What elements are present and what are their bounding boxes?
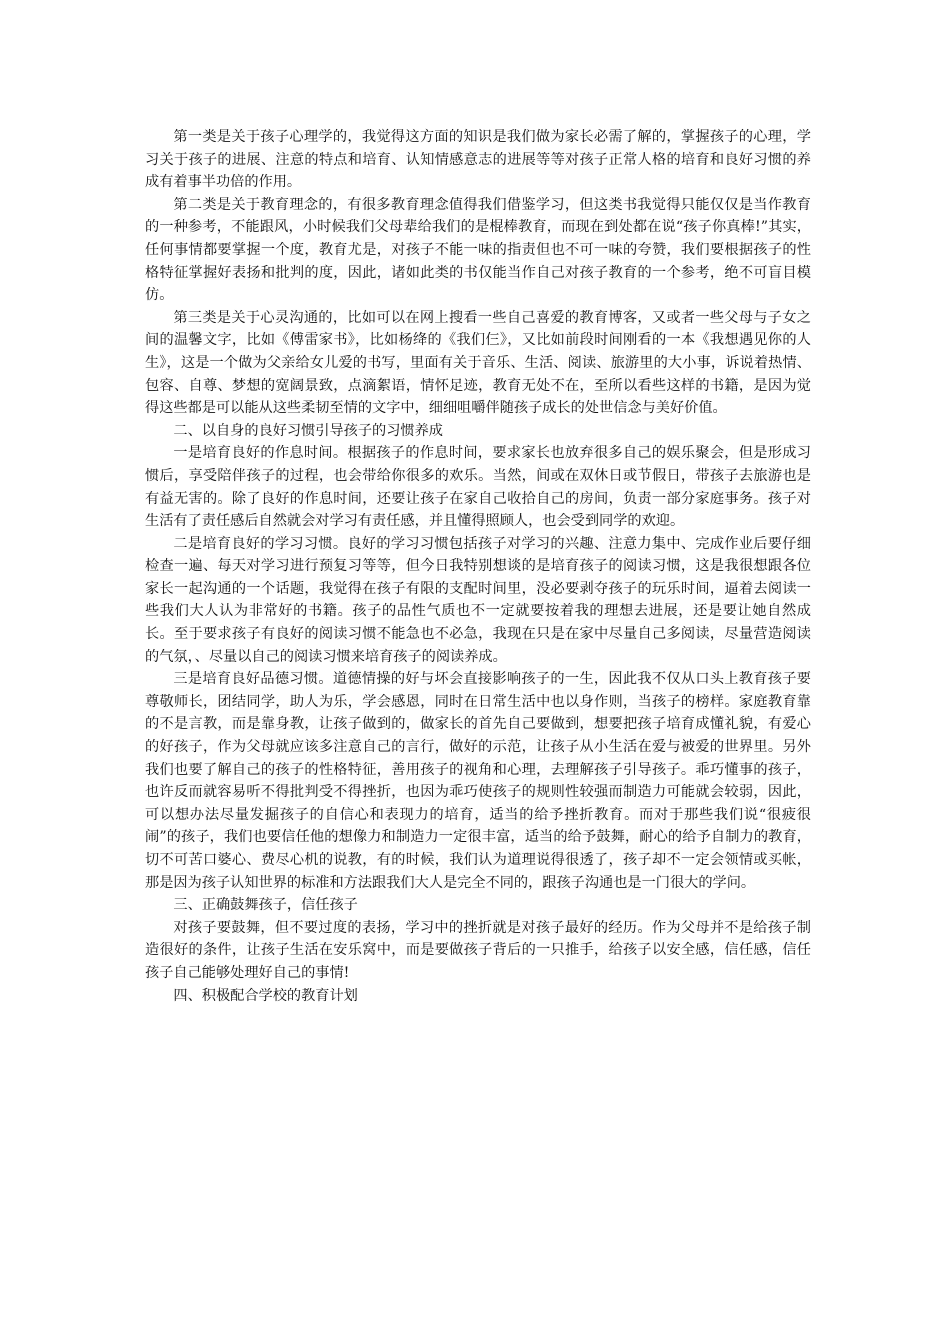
paragraph-schedule-habits: 一是培育良好的作息时间。根据孩子的作息时间，要求家长也放弃很多自己的娱乐聚会，但是形成习惯后，享受陪伴孩子的过程，也会带给你很多的欢乐。当然，间或在双休日或节假日，带孩子去旅游也是有益无害的。除了良好的作息时间，还要让孩子在家自己收拾自己的房间，负责一部分家庭事务。孩子对生活有了责任感后自然就会对学习有责任感，并且懂得照顾人，也会受到同学的欢迎。 — [145, 445, 811, 530]
paragraph-encouragement: 对孩子要鼓舞，但不要过度的表扬，学习中的挫折就是对孩子最好的经历。作为父母并不是给孩子制造很好的条件，让孩子生活在安乐窝中，而是要做孩子背后的一只推手，给孩子以安全感，信任感，信任孩子自己能够处理好自己的事情! — [145, 919, 811, 981]
section-heading-school-cooperation: 四、积极配合学校的教育计划 — [173, 987, 358, 1004]
section-heading-encouragement: 三、正确鼓舞孩子，信任孩子 — [173, 897, 358, 914]
paragraph-study-habits: 二是培育良好的学习习惯。良好的学习习惯包括孩子对学习的兴趣、注意力集中、完成作业后要仔细检查一遍、每天对学习进行预复习等等，但今日我特别想谈的是培育孩子的阅读习惯，这是我很想跟各位家长一起沟通的一个话题，我觉得在孩子有限的支配时间里，没必要剥夺孩子的玩乐时间，逼着去阅读一些我们大人认为非常好的书籍。孩子的品性气质也不一定就要按着我的理想去进展，还是要让她自然成长。至于要求孩子有良好的阅读习惯不能急也不必急，我现在只是在家中尽量自己多阅读，尽量营造阅读的气氛，、尽量以自己的阅读习惯来培育孩子的阅读养成。 — [145, 535, 811, 665]
paragraph-moral-habits: 三是培育良好品德习惯。道德情操的好与坏会直接影响孩子的一生，因此我不仅从口头上教育孩子要尊敬师长，团结同学，助人为乐，学会感恩，同时在日常生活中也以身作则，当孩子的榜样。家庭教育靠的不是言教，而是靠身教，让孩子做到的，做家长的首先自己要做到，想要把孩子培育成懂礼貌，有爱心的好孩子，作为父母就应该多注意自己的言行，做好的示范，让孩子从小生活在爱与被爱的世界里。另外我们也要了解自己的孩子的性格特征，善用孩子的视角和心理，去理解孩子引导孩子。乖巧懂事的孩子，也许反而就容易听不得批判受不得挫折，也因为乖巧使孩子的规则性较强而制造力可能就会较弱，因此，可以想办法尽量发掘孩子的自信心和表现力的培育，适当的给予挫折教育。而对于那些我们说“很疲很闹”的孩子，我们也要信任他的想像力和制造力一定很丰富，适当的给予鼓舞，耐心的给予自制力的教育，切不可苦口婆心、费尽心机的说教，有的时候，我们认为道理说得很透了，孩子却不一定会领情或买帐，那是因为孩子认知世界的标准和方法跟我们大人是完全不同的，跟孩子沟通也是一门很大的学问。 — [145, 671, 811, 891]
section-heading-habits: 二、以自身的良好习惯引导孩子的习惯养成 — [173, 422, 443, 439]
paragraph-psychology-books: 第一类是关于孩子心理学的，我觉得这方面的知识是我们做为家长必需了解的，掌握孩子的心理，学习关于孩子的进展、注意的特点和培育、认知情感意志的进展等等对孩子正常人格的培育和良好习惯的养成有着事半功倍的作用。 — [145, 129, 811, 191]
document-body — [145, 126, 811, 1007]
paragraph-communication-books: 第三类是关于心灵沟通的，比如可以在网上搜看一些自己喜爱的教育博客，又或者一些父母与子女之间的温馨文字，比如《傅雷家书》，比如杨绛的《我们仨》，又比如前段时间刚看的一本《我想遇见你的人生》，这是一个做为父亲给女儿爱的书写，里面有关于音乐、生活、阅读、旅游里的大小事，诉说着热情、包容、自尊、梦想的宽阔景致，点滴絮语，情怀足迹，教育无处不在，至所以看些这样的书籍，是因为觉得这些都是可以能从这些柔韧至情的文字中，细细咀嚼伴随孩子成长的处世信念与美好价值。 — [145, 309, 811, 417]
paragraph-education-philosophy-books: 第二类是关于教育理念的，有很多教育理念值得我们借鉴学习，但这类书我觉得只能仅仅是当作教育的一种参考，不能跟风，小时候我们父母辈给我们的是棍棒教育，而现在到处都在说“孩子你真棒!”其实，任何事情都要掌握一个度，教育尤是，对孩子不能一味的指责但也不可一味的夸赞，我们要根据孩子的性格特征掌握好表扬和批判的度，因此，诸如此类的书仅能当作自己对孩子教育的一个参考，绝不可盲目模仿。 — [145, 196, 811, 304]
